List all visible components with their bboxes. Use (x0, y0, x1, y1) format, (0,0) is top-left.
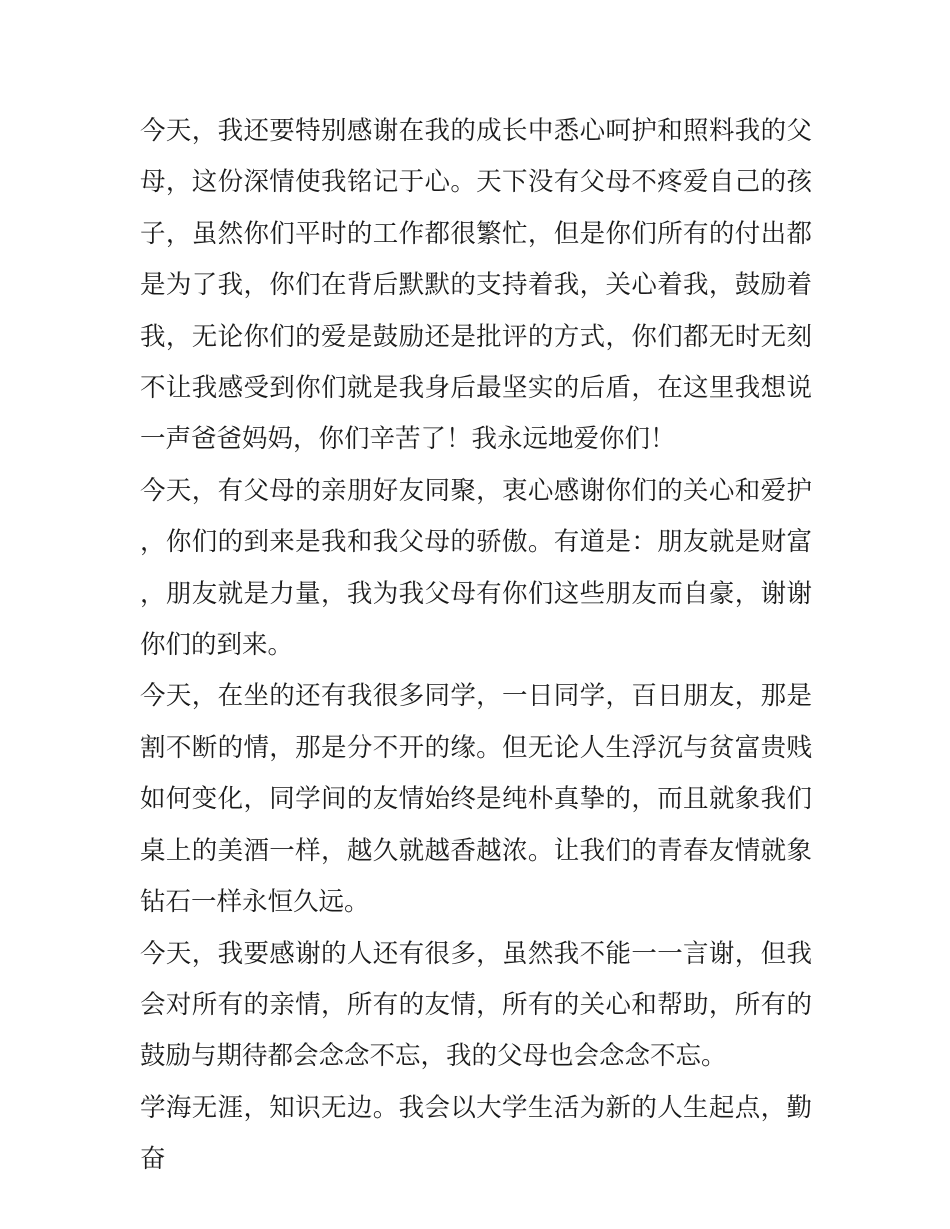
paragraph-thanks-others: 今天，我要感谢的人还有很多，虽然我不能一一言谢，但我会对所有的亲情，所有的友情，所有的关心和帮助，所有的鼓励与期待都会念念不忘，我的父母也会念念不忘。 (140, 938, 812, 1072)
paragraph-study-resolution: 学海无涯，知识无边。我会以大学生活为新的人生起点，勤奋 (140, 1092, 812, 1175)
paragraph-thanks-friends: 今天，有父母的亲朋好友同聚，衷心感谢你们的关心和爱护，你们的到来是我和我父母的骄傲。有道是：朋友就是财富，朋友就是力量，我为我父母有你们这些朋友而自豪，谢谢你们的到来。 (140, 475, 812, 661)
paragraph-thanks-parents: 今天，我还要特别感谢在我的成长中悉心呵护和照料我的父母，这份深情使我铭记于心。天下没有父母不疼爱自己的孩子，虽然你们平时的工作都很繁忙，但是你们所有的付出都是为了我，你们在背后默默的支持着我，关心着我，鼓励着我，无论你们的爱是鼓励还是批评的方式，你们都无时无刻不让我感受到你们就是我身后最坚实的后盾，在这里我想说一声爸爸妈妈，你们辛苦了！我永远地爱你们！ (140, 116, 812, 455)
document-body (140, 106, 812, 1186)
paragraph-thanks-classmates: 今天，在坐的还有我很多同学，一日同学，百日朋友，那是割不断的情，那是分不开的缘。但无论人生浮沉与贫富贵贱如何变化，同学间的友情始终是纯朴真挚的，而且就象我们桌上的美酒一样，越久就越香越浓。让我们的青春友情就象钻石一样永恒久远。 (140, 681, 812, 918)
